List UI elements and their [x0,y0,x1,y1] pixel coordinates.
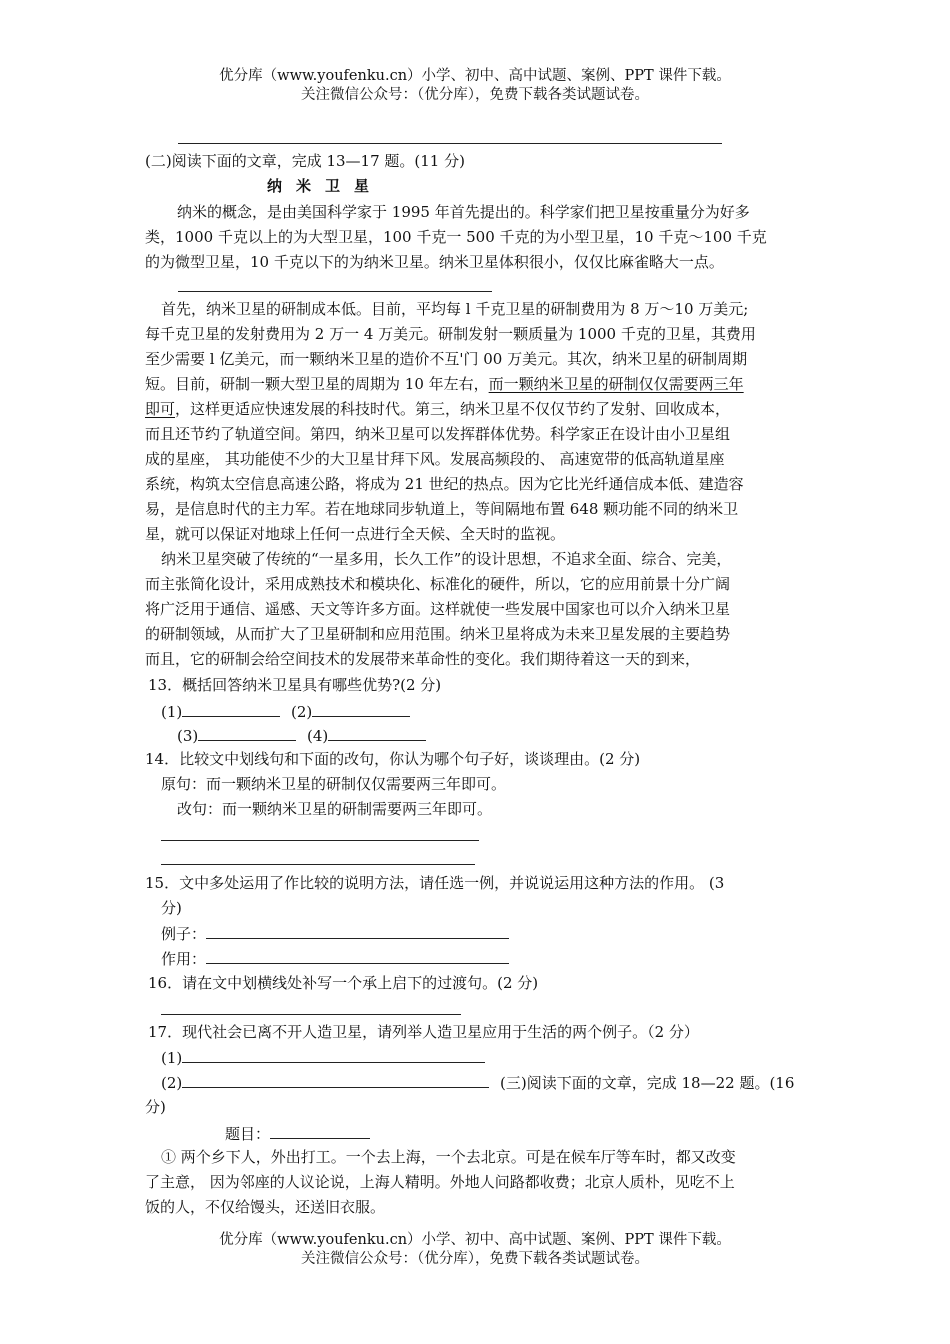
question-15-cont: 分) [161,899,182,917]
q17-answer-row-1 [161,1047,485,1068]
text-line: 纳米卫星突破了传统的“一星多用，长久工作”的设计思想，不追求全面、综合、完美， [161,550,732,568]
topic-blank[interactable] [270,1123,370,1139]
q14-original-sentence: 原句：而一颗纳米卫星的研制仅仅需要两三年即可。 [161,775,507,793]
answer-label: (4) [307,727,329,745]
question-16: 16．请在文中划横线处补写一个承上启下的过渡句。(2 分) [148,974,539,992]
section-3-heading: (三)阅读下面的文章，完成 18—22 题。(16 [500,1074,795,1092]
topic-label: 题目： [225,1125,271,1143]
text-line: ① 两个乡下人，外出打工。一个去上海，一个去北京。可是在候车厅等车时，都又改变 [161,1148,736,1166]
q15-example-row [161,923,509,944]
answer-label: (2) [161,1074,183,1092]
answer-blank[interactable] [182,1047,485,1063]
text-line: 星，就可以保证对地球上任何一点进行全天候、全天时的监视。 [145,525,566,543]
answer-line[interactable] [161,840,479,841]
answer-blank[interactable] [328,725,426,741]
text-line: 而且还节约了轨道空间。第四，纳米卫星可以发挥群体优势。科学家正在设计由小卫星组 [145,425,731,443]
text-line: 的为微型卫星，10 千克以下的为纳米卫星。纳米卫星体积很小，仅仅比麻雀略大一点。 [145,253,724,271]
section-2-heading: (二)阅读下面的文章，完成 13—17 题。(11 分) [145,152,465,170]
article-title: 纳米卫星 [267,177,384,195]
q14-revised-sentence: 改句：而一颗纳米卫星的研制需要两三年即可。 [177,800,493,818]
section-3-heading-cont: 分) [145,1098,166,1116]
text-line: 至少需要 l 亿美元，而一颗纳米卫星的造价不互'门 00 万美元。其次，纳米卫星的研制周期 [145,350,748,368]
effect-blank[interactable] [206,948,509,964]
answer-blank[interactable] [198,725,296,741]
text-line: 纳米的概念，是由美国科学家于 1995 年首先提出的。科学家们把卫星按重量分为好多 [177,203,750,221]
example-blank[interactable] [206,923,509,939]
answer-label: (3) [177,727,199,745]
transition-sentence-blank [178,291,492,292]
underlined-sentence-end: 即可 [145,400,176,418]
topic-row [225,1123,370,1144]
text-line: 的研制领域，从而扩大了卫星研制和应用范围。纳米卫星将成为未来卫星发展的主要趋势 [145,625,731,643]
top-divider [178,143,722,144]
question-14: 14．比较文中划线句和下面的改句，你认为哪个句子好，谈谈理由。(2 分) [145,750,641,768]
header-line-1: 优分库（www.youfenku.cn）小学、初中、高中试题、案例、PPT 课件下载。 [219,68,731,84]
answer-line[interactable] [161,864,475,865]
q15-effect-row [161,948,509,969]
footer-line-2: 关注微信公众号：（优分库），免费下载各类试题试卷。 [301,1251,649,1267]
answer-label: (1) [161,1049,183,1067]
footer-line-1: 优分库（www.youfenku.cn）小学、初中、高中试题、案例、PPT 课件下载。 [219,1232,731,1248]
text-line: 成的星座， 其功能使不少的大卫星甘拜下风。发展高频段的、 高速宽带的低高轨道星座 [145,450,725,468]
underlined-sentence: 而一颗纳米卫星的研制仅仅需要两三年 [488,375,744,393]
text-line: 每千克卫星的发射费用为 2 万一 4 万美元。研制发射一颗质量为 1000 千克的卫星，其费用 [145,325,756,343]
text-line: 了主意， 因为邻座的人议论说，上海人精明。外地人问路都收费；北京人质朴，见吃不上 [145,1173,735,1191]
text-line: 类，1000 千克以上的为大型卫星，100 千克一 500 千克的为小型卫星，10 千克～100 千克 [145,228,767,246]
header-line-2: 关注微信公众号：（优分库），免费下载各类试题试卷。 [301,87,649,103]
q17-answer-row-2 [161,1072,794,1093]
question-17: 17．现代社会已离不开人造卫星，请列举人造卫星应用于生活的两个例子。（2 分） [148,1023,699,1041]
answer-line[interactable] [161,1014,461,1015]
example-label: 例子： [161,925,207,943]
answer-label: (2) [291,703,313,721]
page-footer [0,1231,950,1269]
question-15: 15．文中多处运用了作比较的说明方法，请任选一例，并说说运用这种方法的作用。 (3 [145,874,725,892]
answer-blank[interactable] [182,1072,489,1088]
answer-label: (1) [161,703,183,721]
text-line: 首先，纳米卫星的研制成本低。目前，平均每 l 千克卫星的研制费用为 8 万～10 万美元; [161,300,749,318]
text-line: 饭的人，不仅给馒头，还送旧衣服。 [145,1198,386,1216]
q13-answer-row-2 [177,725,426,746]
text-line: 即可，这样更适应快速发展的科技时代。第三，纳米卫星不仅仅节约了发射、回收成本， [145,400,731,418]
page-header [0,67,950,105]
answer-blank[interactable] [312,701,410,717]
text-line: 而主张简化设计，采用成熟技术和模块化、标准化的硬件，所以，它的应用前景十分广阔 [145,575,731,593]
text-line: 短。目前，研制一颗大型卫星的周期为 10 年左右，而一颗纳米卫星的研制仅仅需要两三年 [145,375,744,393]
text-line: 将广泛用于通信、遥感、天文等许多方面。这样就使一些发展中国家也可以介入纳米卫星 [145,600,731,618]
answer-blank[interactable] [182,701,280,717]
effect-label: 作用： [161,950,207,968]
q13-answer-row-1 [161,701,410,722]
text-line: 而且，它的研制会给空间技术的发展带来革命性的变化。我们期待着这一天的到来， [145,650,701,668]
question-13: 13．概括回答纳米卫星具有哪些优势?(2 分) [148,676,442,694]
text-line: 易，是信息时代的主力军。若在地球同步轨道上，等间隔地布置 648 颗功能不同的纳米卫 [145,500,739,518]
text-line: 系统，构筑太空信息高速公路，将成为 21 世纪的热点。因为它比光纤通信成本低、建造容 [145,475,744,493]
